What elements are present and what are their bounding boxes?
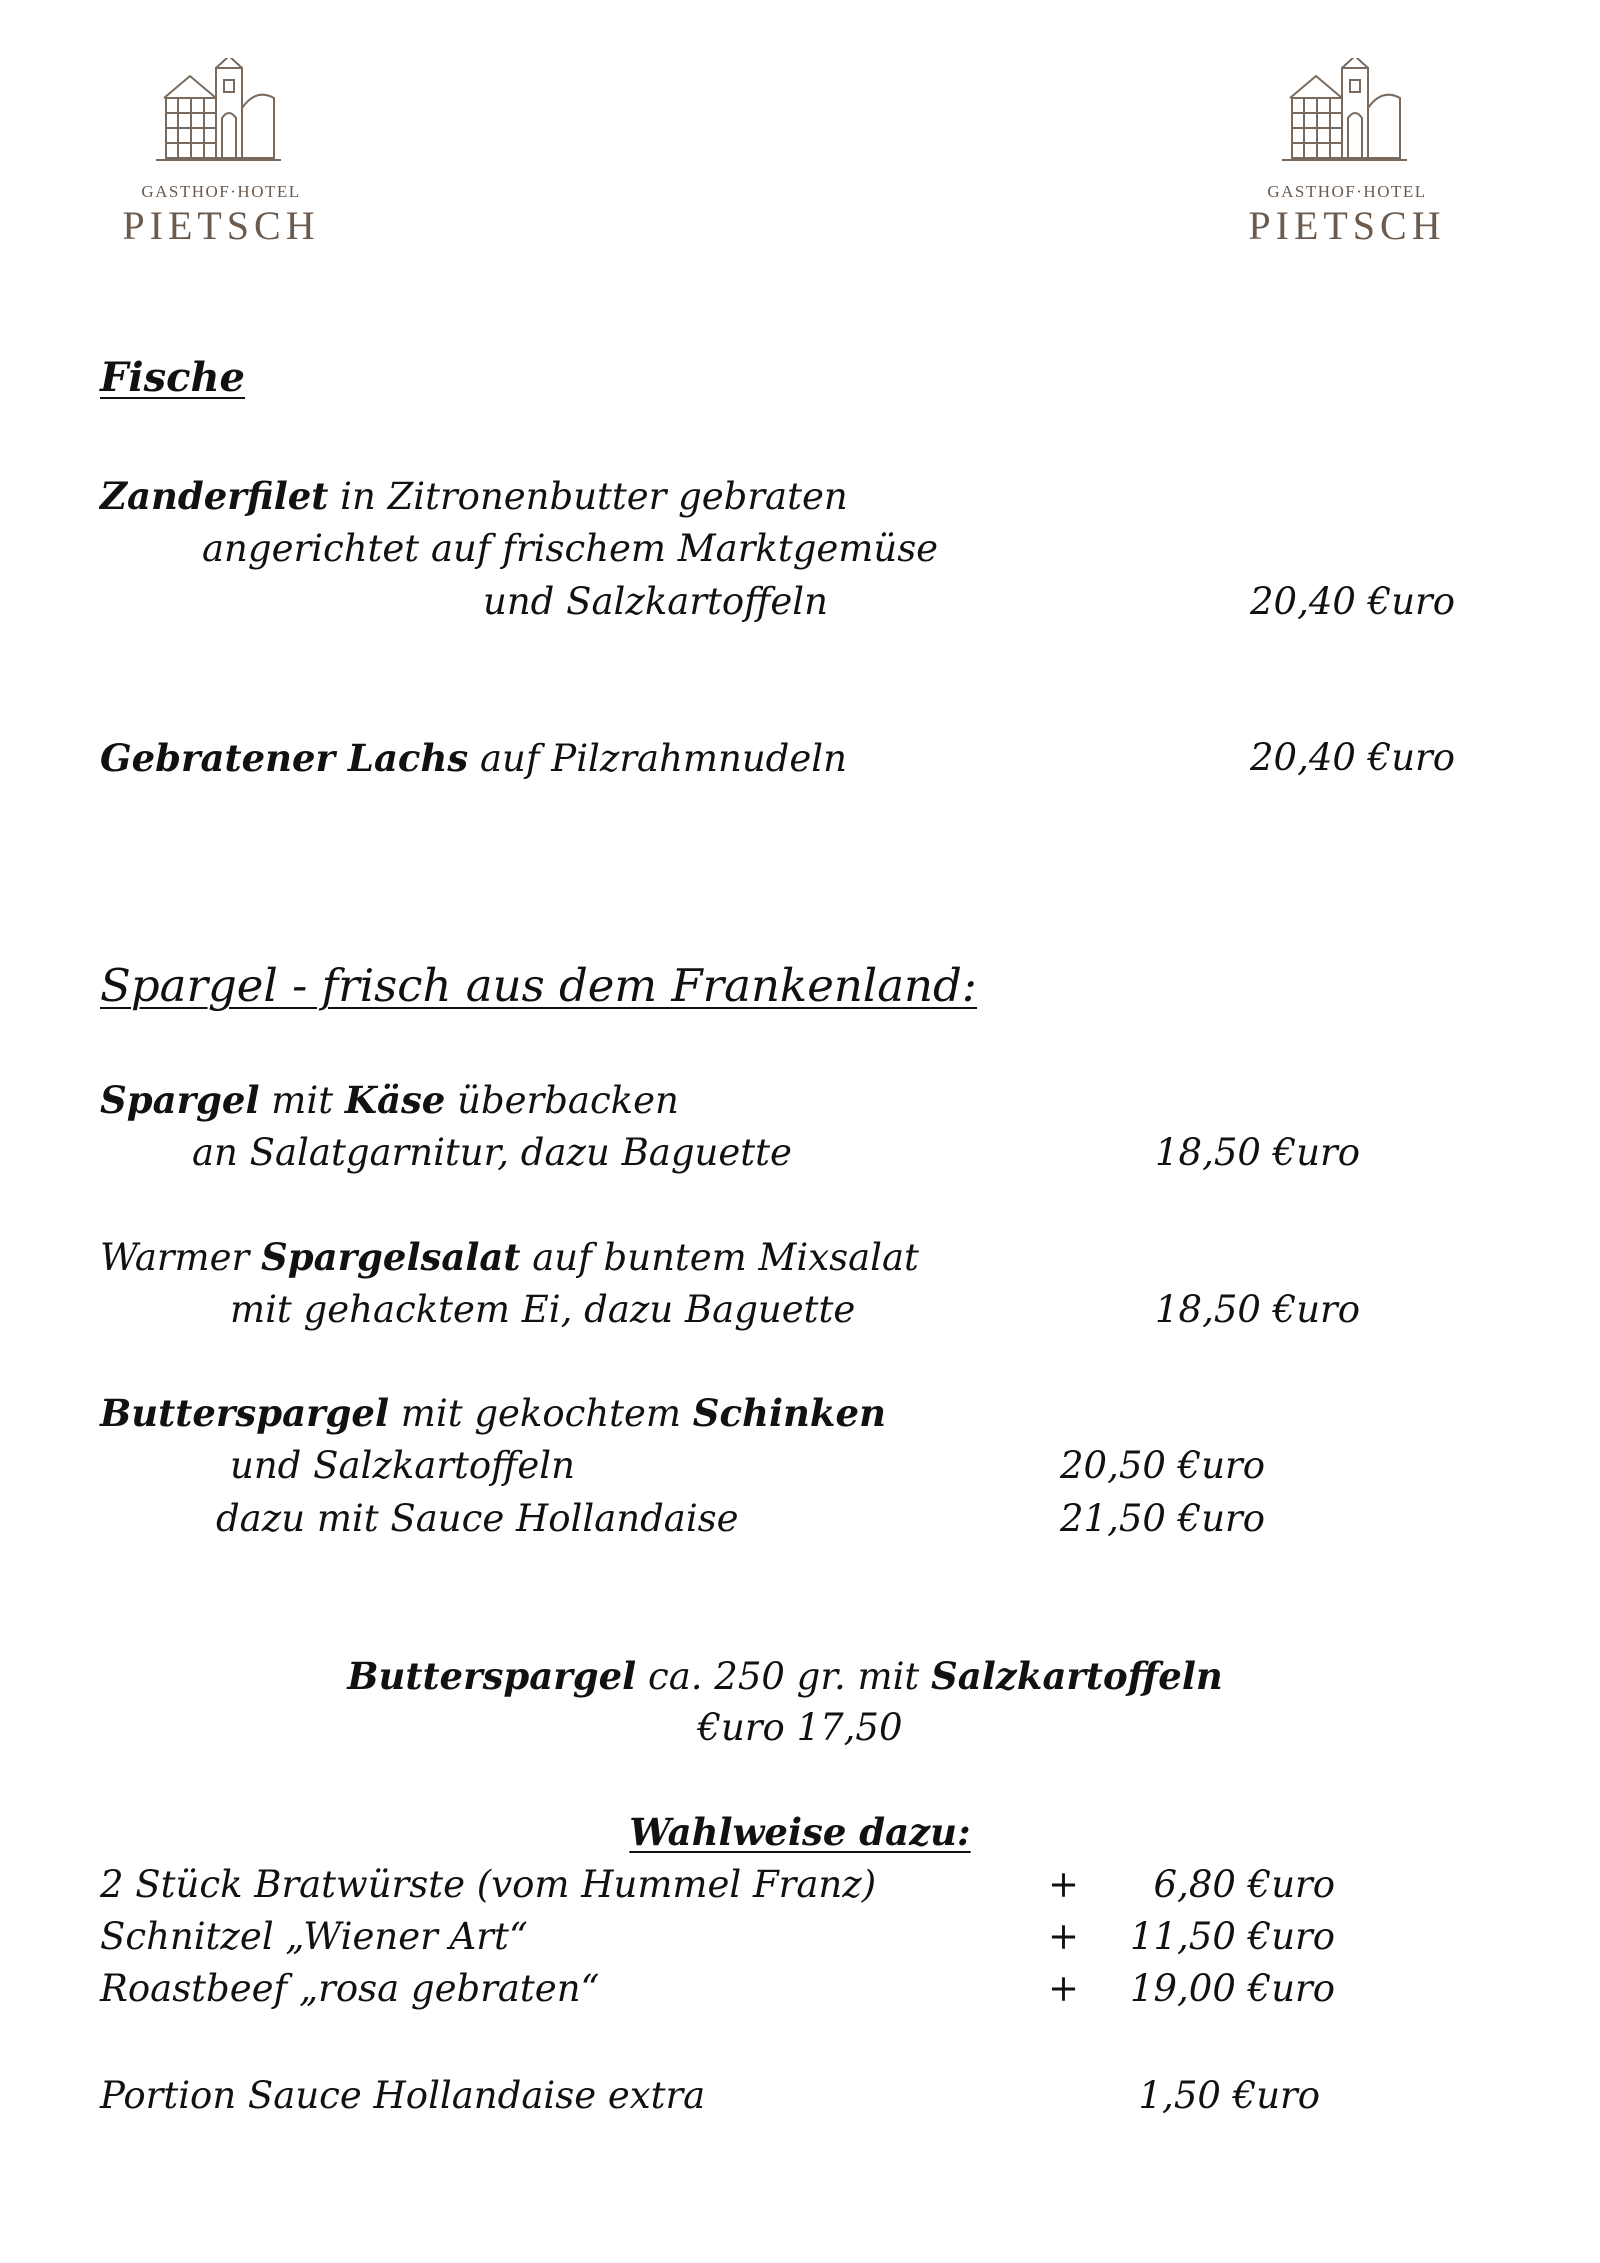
menu-item-zanderfilet: [100, 474, 848, 519]
item-desc-line: und Salzkartoffeln: [230, 1444, 575, 1487]
hotel-building-icon: [1282, 58, 1412, 178]
menu-item-spargel-kaese: [100, 1078, 679, 1123]
logo-line1: GASTHOF·HOTEL: [141, 182, 301, 201]
logo-right: [1232, 58, 1462, 258]
logo-line2: PIETSCH: [1248, 203, 1446, 248]
item-name: Butterspargel: [100, 1391, 390, 1435]
item-price: 20,40 €uro: [1250, 580, 1456, 623]
item-name-2: Salzkartoffeln: [931, 1654, 1223, 1698]
item-name: Spargelsalat: [261, 1235, 521, 1279]
extra-price: 1,50 €uro: [1138, 2074, 1320, 2117]
section-heading-fische: Fische: [100, 354, 245, 401]
item-text: ca. 250 gr. mit: [636, 1655, 932, 1698]
item-name-2: Käse: [344, 1078, 446, 1122]
logo-line2: PIETSCH: [122, 203, 320, 248]
section-heading-wahlweise: Wahlweise dazu:: [629, 1810, 971, 1854]
item-desc-line: mit gehacktem Ei, dazu Baguette: [230, 1288, 856, 1331]
option-plus: +: [1048, 1915, 1080, 1958]
item-price: 18,50 €uro: [1155, 1131, 1361, 1174]
item-price: 21,50 €uro: [1060, 1497, 1266, 1540]
option-plus: +: [1048, 1863, 1080, 1906]
logo-left: [106, 58, 336, 258]
item-desc: in Zitronenbutter gebraten: [328, 475, 848, 518]
special-price: €uro 17,50: [697, 1706, 903, 1749]
logo-line1: GASTHOF·HOTEL: [1267, 182, 1427, 201]
special-offer-line: [0, 1654, 1600, 1699]
item-price: 20,50 €uro: [1060, 1444, 1266, 1487]
item-text: Warmer: [100, 1236, 261, 1279]
option-label: 2 Stück Bratwürste (vom Hummel Franz): [100, 1863, 877, 1906]
item-desc: auf Pilzrahmnudeln: [468, 737, 847, 780]
item-price: 18,50 €uro: [1155, 1288, 1361, 1331]
section-heading-spargel: Spargel - frisch aus dem Frankenland:: [100, 959, 977, 1012]
item-name: Zanderfilet: [100, 474, 329, 518]
item-text: mit: [259, 1079, 345, 1122]
item-text: mit gekochtem: [389, 1392, 693, 1435]
menu-item-spargelsalat: [100, 1235, 919, 1280]
option-price: 11,50 €uro: [1129, 1915, 1335, 1958]
item-name: Gebratener Lachs: [100, 736, 469, 780]
item-text: auf buntem Mixsalat: [520, 1236, 919, 1279]
option-label: Schnitzel „Wiener Art“: [100, 1915, 528, 1958]
item-desc-line: dazu mit Sauce Hollandaise: [216, 1497, 739, 1540]
extra-label: Portion Sauce Hollandaise extra: [100, 2074, 706, 2117]
menu-item-butterspargel-schinken: [100, 1391, 886, 1436]
item-desc-line: und Salzkartoffeln: [483, 580, 828, 623]
item-name: Spargel: [100, 1078, 260, 1122]
option-plus: +: [1048, 1967, 1080, 2010]
option-label: Roastbeef „rosa gebraten“: [100, 1967, 600, 2010]
menu-item-lachs: [100, 736, 847, 781]
option-price: 6,80 €uro: [1153, 1863, 1335, 1906]
item-name-2: Schinken: [692, 1391, 886, 1435]
item-price: 20,40 €uro: [1250, 736, 1456, 779]
option-price: 19,00 €uro: [1129, 1967, 1335, 2010]
item-text: überbacken: [445, 1079, 679, 1122]
item-desc-line: an Salatgarnitur, dazu Baguette: [192, 1131, 792, 1174]
hotel-building-icon: [156, 58, 286, 178]
item-desc-line: angerichtet auf frischem Marktgemüse: [202, 527, 939, 570]
item-name: Butterspargel: [347, 1654, 637, 1698]
